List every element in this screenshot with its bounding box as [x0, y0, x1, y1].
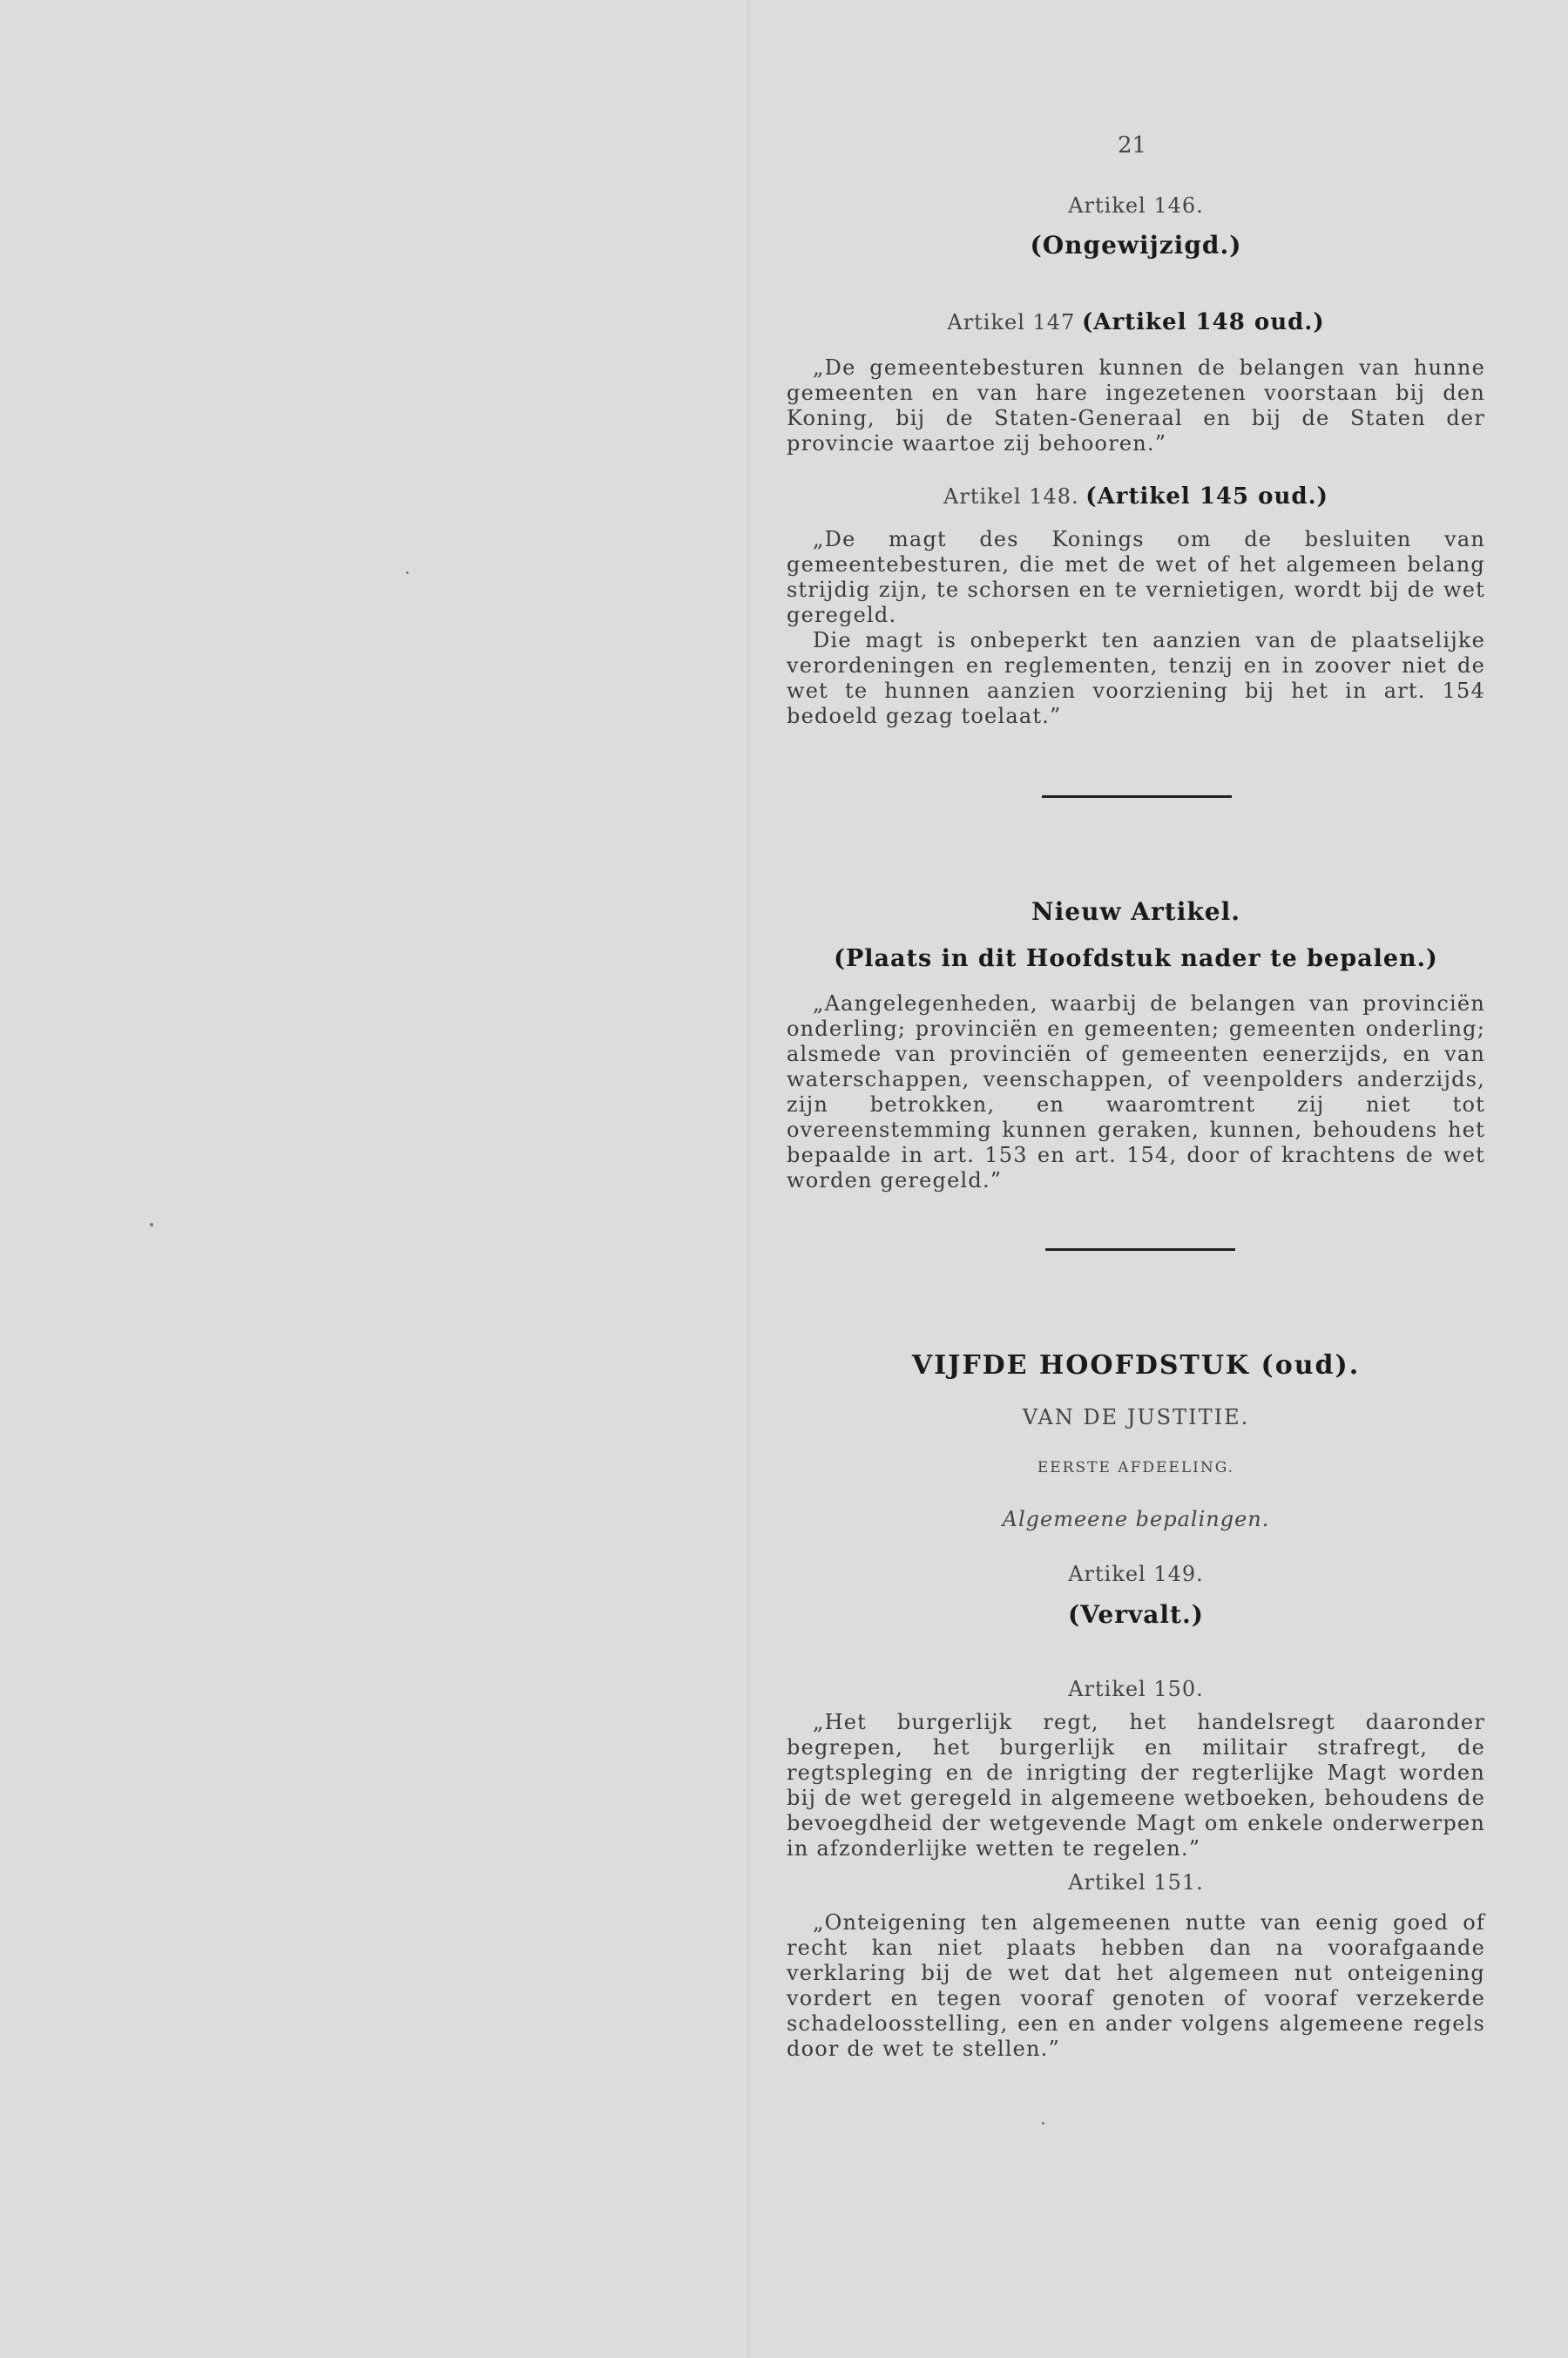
new-article-text: [787, 991, 1485, 1193]
article-151-paragraph: „Onteigening ten algemeenen nutte van eenig goed of recht kan niet plaats hebben dan na voorafgaande verklaring bij de wet dat het algemeen nut onteigening vordert en tegen vooraf genoten of vooraf verzekerde schadeloosstelling, een en ander volgens algemeene regels door de wet te stellen.”: [787, 1910, 1485, 2061]
article-148-paragraph-2: Die magt is onbeperkt ten aanzien van de plaatselijke verordeningen en reglementen, tenzij en in zoover niet de wet te hunnen aanzien voorziening bij het in art. 154 bedoeld gezag toelaat.”: [787, 628, 1485, 728]
section-divider: [1045, 1248, 1235, 1251]
article-150-paragraph: „Het burgerlijk regt, het handelsregt daaronder begrepen, het burgerlijk en militair strafregt, de regtspleging en de inrigting der regterlijke Magt worden bij de wet geregeld in algemeene wetboeken, behoudens de bevoegdheid der wetgevende Magt om enkele onderwerpen in afzonderlijke wetten te regelen.”: [787, 1710, 1485, 1861]
page-fold: [747, 0, 751, 2358]
scan-speck: [1042, 2122, 1044, 2125]
article-149-heading: Artikel 149.: [1068, 1562, 1204, 1586]
new-article-paragraph: „Aangelegenheden, waarbij de belangen van provinciën onderling; provinciën en gemeenten; gemeenten onderling; alsmede van provinciën of gemeenten eenerzijds, en van waterschappen, veenschappen, of veenpolders anderzijds, zijn betrokken, en waaromtrent zij niet tot overeenstemming kunnen geraken, kunnen, behoudens het bepaalde in art. 153 en art. 154, door of krachtens de wet worden geregeld.”: [787, 991, 1485, 1193]
article-151-text: [787, 1910, 1485, 2062]
article-150-heading: Artikel 150.: [1068, 1677, 1204, 1701]
article-147-label: Artikel 147: [947, 310, 1076, 334]
new-article-subheading: (Plaats in dit Hoofdstuk nader te bepalen.): [834, 945, 1438, 972]
article-148-old-ref: (Artikel 145 oud.): [1085, 483, 1328, 510]
article-147-text: [787, 355, 1485, 456]
article-148-text: [787, 527, 1485, 729]
chapter-title: VIJFDE HOOFDSTUK (oud).: [911, 1350, 1361, 1381]
new-article-heading: Nieuw Artikel.: [1031, 897, 1240, 926]
article-150-text: [787, 1710, 1485, 1861]
section-title: Algemeene bepalingen.: [1002, 1507, 1270, 1531]
chapter-subtitle: VAN DE JUSTITIE.: [1022, 1405, 1250, 1429]
scan-speck: [150, 1223, 153, 1226]
article-146-status: (Ongewijzigd.): [1030, 231, 1242, 260]
article-151-heading: Artikel 151.: [1068, 1870, 1204, 1895]
article-149-status: (Vervalt.): [1068, 1600, 1204, 1629]
scan-speck: [406, 571, 409, 574]
article-147-paragraph: „De gemeentebesturen kunnen de belangen van hunne gemeenten en van hare ingezetenen voorstaan bij den Koning, bij de Staten-Generaal en bij de Staten der provincie waartoe zij behooren.”: [787, 355, 1485, 456]
article-147-heading: [787, 309, 1485, 335]
article-148-paragraph-1: „De magt des Konings om de besluiten van gemeentebesturen, die met de wet of het algemeen belang strijdig zijn, te schorsen en te vernietigen, wordt bij de wet geregeld.: [787, 527, 1485, 627]
page-number: 21: [1118, 132, 1147, 159]
article-148-heading: [787, 483, 1485, 510]
article-147-old-ref: (Artikel 148 oud.): [1081, 309, 1325, 335]
section-divider: [1042, 795, 1232, 798]
section-label: EERSTE AFDEELING.: [1037, 1459, 1235, 1476]
article-146-heading: Artikel 146.: [1068, 193, 1204, 218]
article-148-label: Artikel 148.: [943, 484, 1079, 509]
